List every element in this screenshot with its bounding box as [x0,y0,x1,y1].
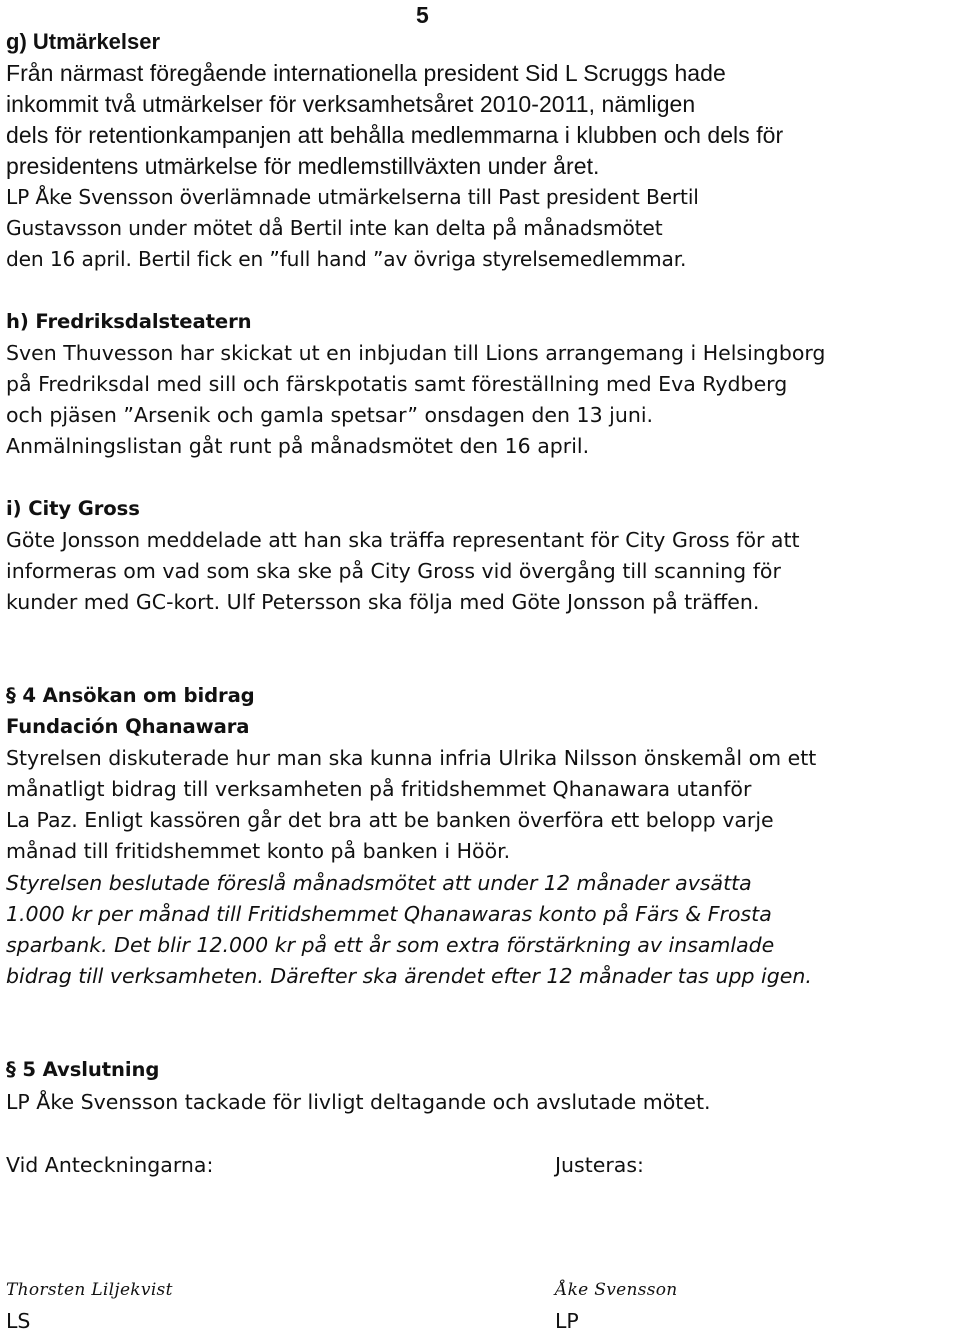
section-4-decision-line: sparbank. Det blir 12.000 kr på ett år som extra förstärkning av insamlade [6,933,775,957]
section-4-decision-line: Styrelsen beslutade föreslå månadsmötet att under 12 månader avsätta [6,871,752,895]
section-g-line: Från närmast föregående internationella president Sid L Scruggs hade [6,60,726,86]
section-h-line: Sven Thuvesson har skickat ut en inbjudan till Lions arrangemang i Helsingborg [6,341,826,365]
section-4-decision-line: 1.000 kr per månad till Fritidshemmet Qhanawaras konto på Färs & Frosta [6,902,772,926]
section-4-decision-line: bidrag till verksamheten. Därefter ska ärendet efter 12 månader tas upp igen. [6,964,812,988]
section-4-line: Styrelsen diskuterade hur man ska kunna infria Ulrika Nilsson önskemål om ett [6,746,817,770]
section-i-line: Göte Jonsson meddelade att han ska träffa representant för City Gross för att [6,528,800,552]
section-g-line: presidentens utmärkelse för medlemstillväxten under året. [6,153,600,179]
section-i-line: informeras om vad som ska ske på City Gross vid övergång till scanning för [6,559,781,583]
section-g-line: LP Åke Svensson överlämnade utmärkelserna till Past president Bertil [6,185,699,209]
section-h-line: på Fredriksdal med sill och färskpotatis samt föreställning med Eva Rydberg [6,372,788,396]
left-signature: Thorsten Liljekvist [6,1280,173,1300]
section-5-heading: § 5 Avslutning [6,1058,160,1081]
section-4-line: månatligt bidrag till verksamheten på fritidshemmet Qhanawara utanför [6,777,752,801]
right-signature: Åke Svensson [555,1280,678,1300]
section-g-heading: g) Utmärkelser [6,29,161,54]
left-signature-role: LS [6,1309,31,1333]
section-4-heading: § 4 Ansökan om bidrag [6,684,255,707]
section-g-line: inkommit två utmärkelser för verksamhetsåret 2010-2011, nämligen [6,91,696,117]
left-signature-label: Vid Anteckningarna: [6,1153,214,1177]
section-g-line: den 16 april. Bertil fick en ”full hand ”av övriga styrelsemedlemmar. [6,247,687,271]
section-i-line: kunder med GC-kort. Ulf Petersson ska följa med Göte Jonsson på träffen. [6,590,760,614]
right-signature-role: LP [555,1309,579,1333]
section-i-heading: i) City Gross [6,497,140,520]
section-g-line: dels för retentionkampanjen att behålla medlemmarna i klubben och dels för [6,122,784,148]
section-4-line: La Paz. Enligt kassören går det bra att be banken överföra ett belopp varje [6,808,774,832]
section-h-line: och pjäsen ”Arsenik och gamla spetsar” onsdagen den 13 juni. [6,403,654,427]
page-number: 5 [416,2,429,28]
section-4-subheading: Fundación Qhanawara [6,715,250,738]
section-h-heading: h) Fredriksdalsteatern [6,310,252,333]
section-g-line: Gustavsson under mötet då Bertil inte kan delta på månadsmötet [6,216,663,240]
right-signature-label: Justeras: [555,1153,644,1177]
section-4-line: månad till fritidshemmet konto på banken i Höör. [6,839,511,863]
section-5-text: LP Åke Svensson tackade för livligt deltagande och avslutade mötet. [6,1090,711,1114]
section-h-line: Anmälningslistan gåt runt på månadsmötet den 16 april. [6,434,590,458]
